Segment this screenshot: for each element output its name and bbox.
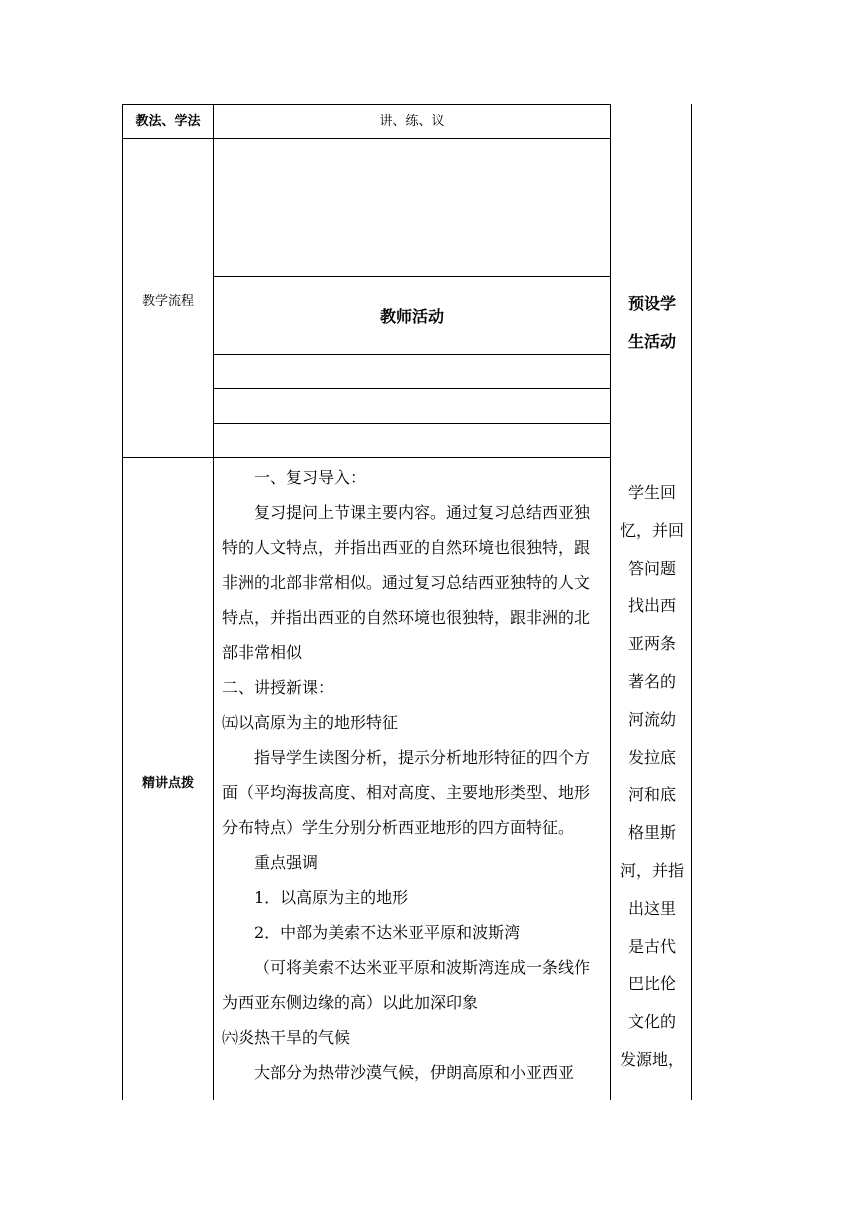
teacher-content [222,460,605,1090]
climate-paragraph: 大部分为热带沙漠气候，伊朗高原和小亚西亚 [254,1063,575,1082]
topic-climate: ㈥炎热干旱的气候 [222,1028,351,1047]
review-paragraph: 复习提问上节课主要内容。通过复习总结西亚独特的人文特点，并指出西亚的自然环境也很独特，跟非洲的北部非常相似。通过复习总结西亚独特的人文特点，并指出西亚的自然环境也很独特，跟非洲的北部非常相似 [222,503,591,662]
emphasis-item-2: 2．中部为美索不达米亚平原和波斯湾 [254,923,521,942]
empty-row-2 [213,388,611,424]
methods-label: 教法、学法 [135,114,201,129]
lecture-label: 精讲点拨 [141,776,194,791]
methods-value: 讲、练、议 [379,114,445,129]
emphasis-item-1: 1．以高原为主的地形 [254,888,409,907]
section-review-title: 一、复习导入： [254,468,367,487]
emphasis-note: （可将美索不达米亚平原和波斯湾连成一条线作为西亚东侧边缘的高）以此加深印象 [222,958,591,1012]
emphasis-title: 重点强调 [254,853,319,872]
section-new-title: 二、讲授新课： [222,678,335,697]
topic-terrain: ㈤以高原为主的地形特征 [222,713,399,732]
process-label: 教学流程 [141,294,194,309]
teacher-activity-header: 教师活动 [379,307,444,326]
empty-row-3 [213,423,611,458]
student-activity-content: 学生回 忆，并回 答问题 找出西 亚两条 著名的 河流幼 发拉底 河和底 格里斯 河，并指 出这里 是古代 巴比伦 文化的 发源地， [619,483,684,1069]
empty-row-1 [213,354,611,389]
empty-cell-top [213,138,611,277]
student-activity-header: 预设学 生活动 [627,294,676,351]
terrain-paragraph: 指导学生读图分析，提示分析地形特征的四个方面（平均海拔高度、相对高度、主要地形类型、地形分布特点）学生分别分析西亚地形的四方面特征。 [222,748,591,837]
